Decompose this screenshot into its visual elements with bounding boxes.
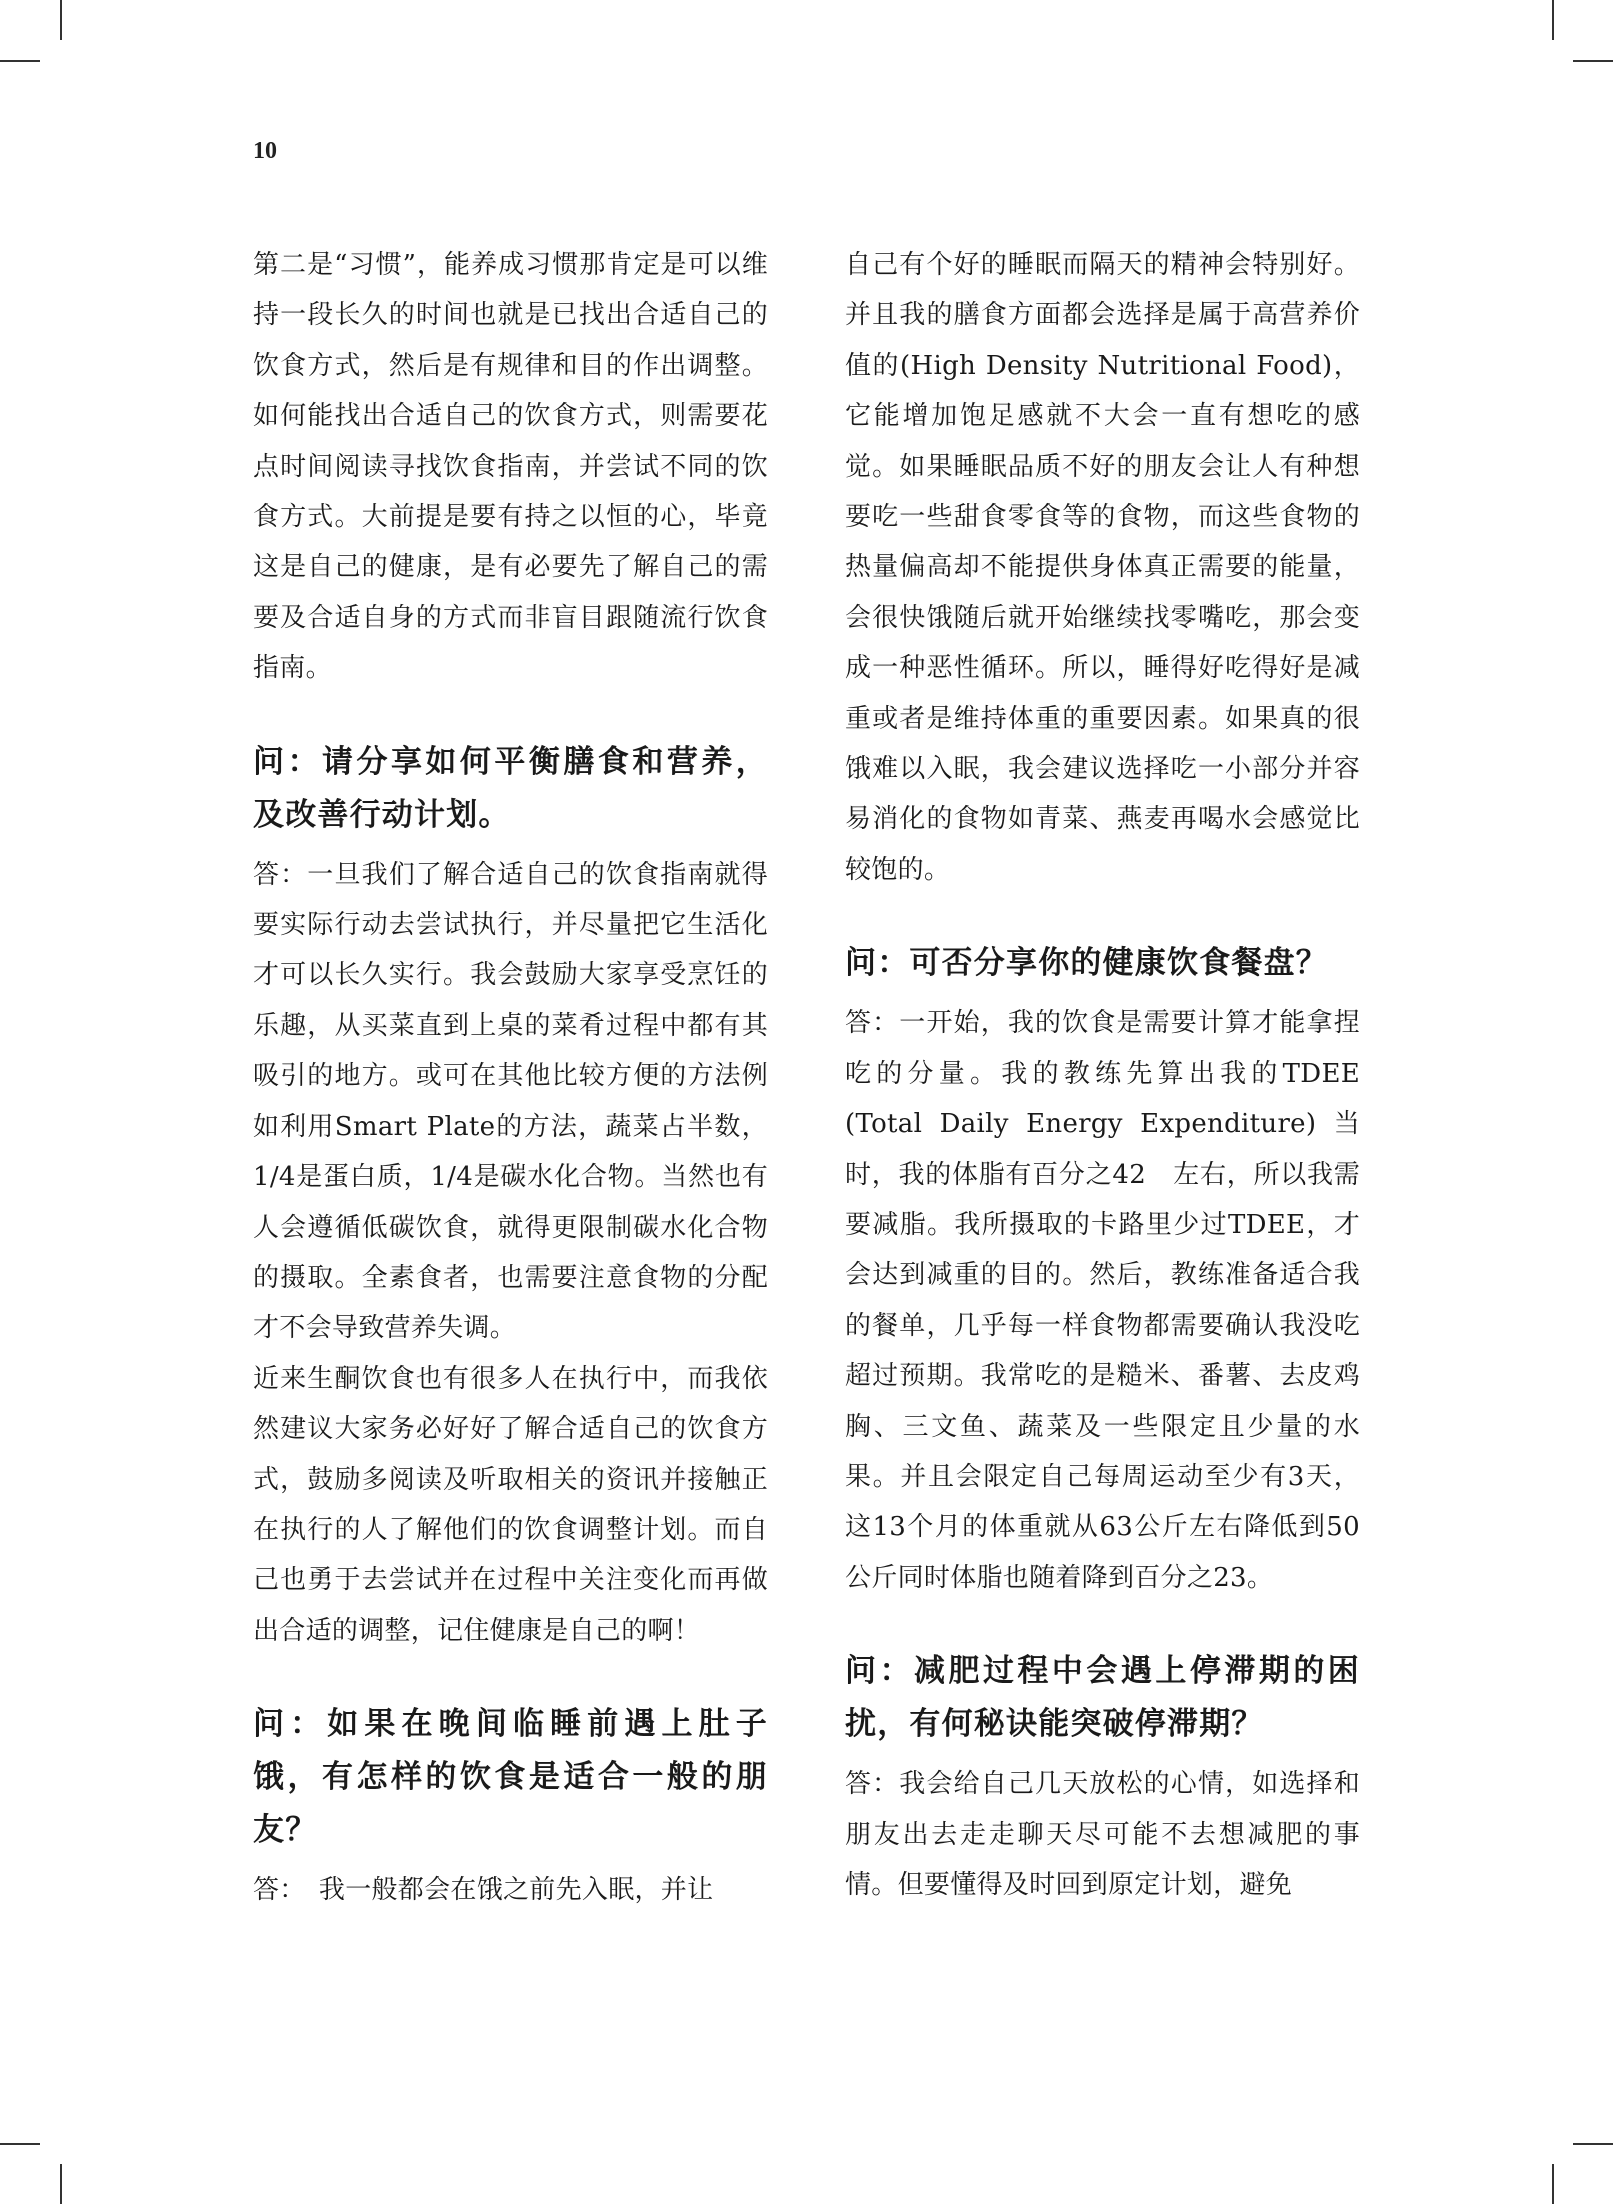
spacer bbox=[253, 842, 768, 850]
spacer bbox=[845, 1751, 1360, 1759]
crop-mark-top-right-vertical bbox=[1552, 0, 1554, 40]
question-heading-balanced-diet: 问：请分享如何平衡膳食和营养，及改善行动计划。 bbox=[253, 743, 768, 833]
crop-mark-top-left-horizontal bbox=[0, 60, 40, 62]
question-heading-plateau: 问：减肥过程中会遇上停滞期的困扰，有何秘诀能突破停滞期？ bbox=[845, 1653, 1360, 1743]
spacer bbox=[253, 694, 768, 736]
answer-paragraph-balanced-diet: 答：一旦我们了解合适自己的饮食指南就得要实际行动去尝试执行，并尽量把它生活化才可以长久实行。我会鼓励大家享受烹饪的乐趣，从买菜直到上桌的菜肴过程中都有其吸引的地方。或可在其他比较方便的方法例如利用Smart Plate的方法，蔬菜占半数，1/4是蛋白质，1/4是碳水化合物。当然也有人会遵循低碳饮食，就得更限制碳水化合物的摄取。全素食者，也需要注意食物的分配才不会导致营养失调。 bbox=[253, 859, 768, 1344]
left-column bbox=[253, 240, 768, 1916]
crop-mark-top-left-vertical bbox=[60, 0, 62, 40]
spacer bbox=[845, 895, 1360, 937]
spacer bbox=[845, 1603, 1360, 1645]
crop-mark-top-right-horizontal bbox=[1573, 60, 1613, 62]
answer-paragraph-plateau: 答：我会给自己几天放松的心情，如选择和朋友出去走走聊天尽可能不去想减肥的事情。但要懂得及时回到原定计划，避免 bbox=[845, 1769, 1360, 1900]
spacer bbox=[845, 990, 1360, 998]
answer-paragraph-balanced-diet-continued: 近来生酮饮食也有很多人在执行中，而我依然建议大家务必好好了解合适自己的饮食方式，鼓励多阅读及听取相关的资讯并接触正在执行的人了解他们的饮食调整计划。而自己也勇于去尝试并在过程中关注变化而再做出合适的调整，记住健康是自己的啊！ bbox=[253, 1363, 768, 1646]
crop-mark-bottom-right-horizontal bbox=[1573, 2143, 1613, 2145]
intro-paragraph: 第二是“习惯”，能养成习惯那肯定是可以维持一段长久的时间也就是已找出合适自己的饮食方式，然后是有规律和目的作出调整。如何能找出合适自己的饮食方式，则需要花点时间阅读寻找饮食指南，并尝试不同的饮食方式。大前提是要有持之以恒的心，毕竟这是自己的健康，是有必要先了解自己的需要及合适自身的方式而非盲目跟随流行饮食指南。 bbox=[253, 250, 768, 684]
answer-paragraph-late-night-hunger: 答： 我一般都会在饿之前先入眠，并让 bbox=[253, 1875, 714, 1906]
question-heading-late-night-hunger: 问：如果在晚间临睡前遇上肚子饿，有怎样的饮食是适合一般的朋友？ bbox=[253, 1706, 768, 1849]
page-number: 10 bbox=[253, 138, 277, 164]
crop-mark-bottom-right-vertical bbox=[1552, 2164, 1554, 2204]
spacer bbox=[253, 1656, 768, 1698]
answer-paragraph-late-night-hunger-continued: 自己有个好的睡眠而隔天的精神会特别好。并且我的膳食方面都会选择是属于高营养价值的(High Density Nutritional Food)，它能增加饱足感就不大会一直有想吃的感觉。如果睡眠品质不好的朋友会让人有种想要吃一些甜食零食等的食物，而这些食物的热量偏高却不能提供身体真正需要的能量，会很快饿随后就开始继续找零嘴吃，那会变成一种恶性循环。所以，睡得好吃得好是减重或者是维持体重的重要因素。如果真的很饿难以入眠，我会建议选择吃一小部分并容易消化的食物如青菜、燕麦再喝水会感觉比较饱的。 bbox=[845, 250, 1360, 885]
spacer bbox=[253, 1857, 768, 1865]
right-column bbox=[845, 240, 1360, 1910]
question-heading-healthy-plate: 问：可否分享你的健康饮食餐盘？ bbox=[845, 945, 1328, 982]
crop-mark-bottom-left-vertical bbox=[60, 2164, 62, 2204]
answer-paragraph-healthy-plate: 答：一开始，我的饮食是需要计算才能拿捏吃的分量。我的教练先算出我的TDEE (Total Daily Energy Expenditure) 当时，我的体脂有百分之42 左右，所以我需要减脂。我所摄取的卡路里少过TDEE，才会达到减重的目的。然后，教练准备适合我的餐单，几乎每一样食物都需要确认我没吃超过预期。我常吃的是糙米、番薯、去皮鸡胸、三文鱼、蔬菜及一些限定且少量的水果。并且会限定自己每周运动至少有3天，这13个月的体重就从63公斤左右降低到50公斤同时体脂也随着降到百分之23。 bbox=[845, 1008, 1360, 1593]
crop-mark-bottom-left-horizontal bbox=[0, 2143, 40, 2145]
